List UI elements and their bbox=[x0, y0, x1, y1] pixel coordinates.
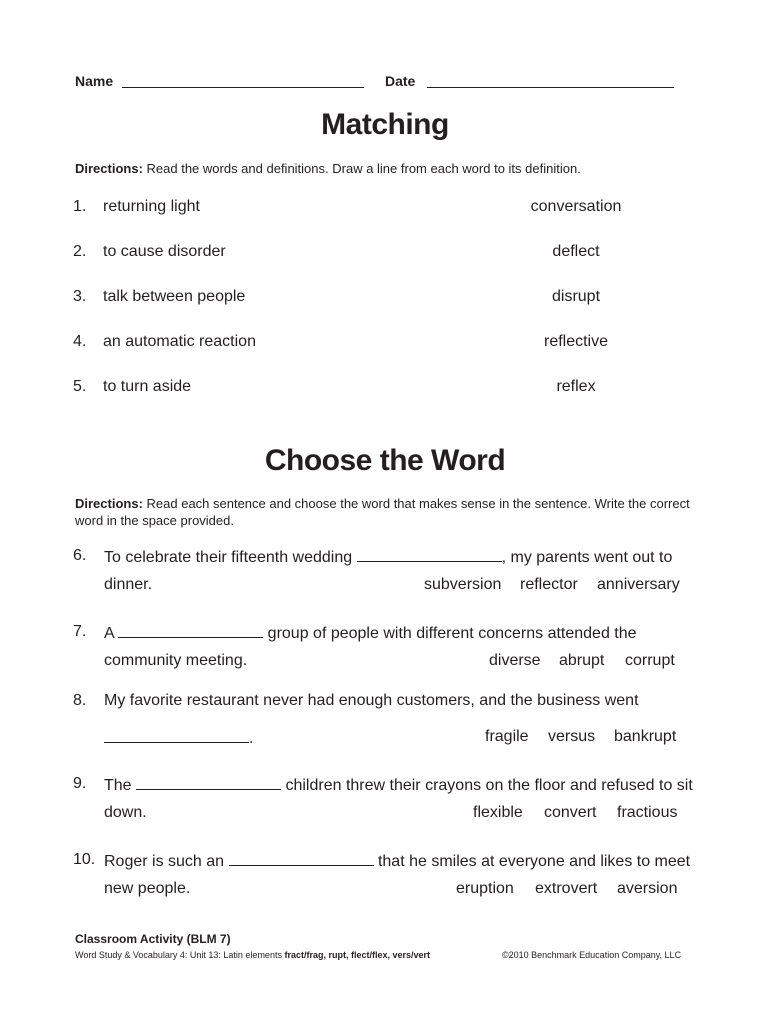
question-6-line1 bbox=[104, 547, 672, 567]
question-number: 7. bbox=[73, 623, 87, 640]
word-choice: convert bbox=[544, 804, 597, 821]
sentence-start: The bbox=[104, 777, 137, 794]
choose-directions bbox=[75, 495, 695, 529]
match-word: deflect bbox=[552, 243, 600, 260]
question-number: 6. bbox=[73, 547, 87, 564]
directions-text: Read each sentence and choose the word that makes sense in the sentence. Write the correct word in the space provided. bbox=[75, 496, 690, 528]
word-choice: subversion bbox=[424, 576, 502, 593]
word-choice: corrupt bbox=[625, 652, 675, 669]
name-label: Name bbox=[75, 73, 114, 89]
question-10-line2: new people. bbox=[104, 880, 191, 897]
question-7-line1 bbox=[104, 623, 637, 643]
sentence-end: group of people with different concerns attended the bbox=[263, 625, 637, 642]
date-blank[interactable] bbox=[427, 87, 674, 88]
word-choice: flexible bbox=[473, 804, 523, 821]
definition: talk between people bbox=[103, 288, 246, 305]
directions-text: Read the words and definitions. Draw a line from each word to its definition. bbox=[142, 161, 581, 176]
question-number: 10. bbox=[73, 851, 96, 868]
question-8-line2 bbox=[104, 728, 253, 748]
word-choice: aversion bbox=[617, 880, 678, 897]
question-6-line2: dinner. bbox=[104, 576, 153, 593]
course-prefix: Word Study & Vocabulary 4: Unit 13: Latin elements bbox=[75, 950, 285, 960]
name-blank[interactable] bbox=[122, 87, 364, 88]
item-number: 1. bbox=[73, 198, 87, 215]
matching-title: Matching bbox=[321, 108, 449, 141]
footer-activity: Classroom Activity (BLM 7) bbox=[75, 932, 231, 946]
match-word: disrupt bbox=[551, 288, 601, 305]
definition: returning light bbox=[103, 198, 200, 215]
question-number: 8. bbox=[73, 692, 87, 709]
sentence-start: A bbox=[104, 625, 119, 642]
match-word: reflective bbox=[543, 333, 609, 350]
answer-blank[interactable] bbox=[229, 851, 374, 866]
match-word: conversation bbox=[530, 198, 622, 215]
sentence-start: Roger is such an bbox=[104, 853, 229, 870]
word-choice: reflector bbox=[520, 576, 578, 593]
question-9-line2: down. bbox=[104, 804, 147, 821]
question-7-line2: community meeting. bbox=[104, 652, 248, 669]
directions-label: Directions: bbox=[75, 161, 143, 176]
answer-blank[interactable] bbox=[357, 547, 502, 562]
sentence-end: , my parents went out to bbox=[501, 549, 673, 566]
date-label: Date bbox=[385, 73, 416, 89]
question-8-line1: My favorite restaurant never had enough customers, and the business went bbox=[104, 692, 639, 709]
sentence-start: To celebrate their fifteenth wedding bbox=[104, 549, 357, 566]
question-10-line1 bbox=[104, 851, 690, 871]
footer-course bbox=[75, 950, 430, 960]
directions-label: Directions: bbox=[75, 496, 143, 511]
word-choice: bankrupt bbox=[614, 728, 677, 745]
item-number: 5. bbox=[73, 378, 87, 395]
word-choice: versus bbox=[548, 728, 596, 745]
item-number: 2. bbox=[73, 243, 87, 260]
word-choice: fractious bbox=[617, 804, 678, 821]
match-word: reflex bbox=[556, 378, 596, 395]
sentence-end: children threw their crayons on the floor and refused to sit bbox=[281, 777, 693, 794]
answer-blank[interactable] bbox=[104, 728, 249, 743]
sentence-end: . bbox=[249, 730, 254, 747]
definition: to turn aside bbox=[103, 378, 192, 395]
word-choice: eruption bbox=[456, 880, 514, 897]
answer-blank[interactable] bbox=[118, 623, 263, 638]
course-elements: fract/frag, rupt, flect/flex, vers/vert bbox=[284, 950, 431, 960]
definition: an automatic reaction bbox=[103, 333, 256, 350]
item-number: 4. bbox=[73, 333, 87, 350]
sentence-end: that he smiles at everyone and likes to meet bbox=[373, 853, 691, 870]
question-9-line1 bbox=[104, 775, 693, 795]
item-number: 3. bbox=[73, 288, 87, 305]
matching-directions bbox=[75, 160, 581, 177]
word-choice: extrovert bbox=[535, 880, 598, 897]
word-choice: anniversary bbox=[597, 576, 680, 593]
choose-title: Choose the Word bbox=[264, 444, 506, 477]
footer-copyright: ©2010 Benchmark Education Company, LLC bbox=[502, 950, 682, 960]
definition: to cause disorder bbox=[103, 243, 226, 260]
word-choice: fragile bbox=[485, 728, 529, 745]
answer-blank[interactable] bbox=[136, 775, 281, 790]
question-number: 9. bbox=[73, 775, 87, 792]
word-choice: abrupt bbox=[559, 652, 605, 669]
word-choice: diverse bbox=[489, 652, 541, 669]
